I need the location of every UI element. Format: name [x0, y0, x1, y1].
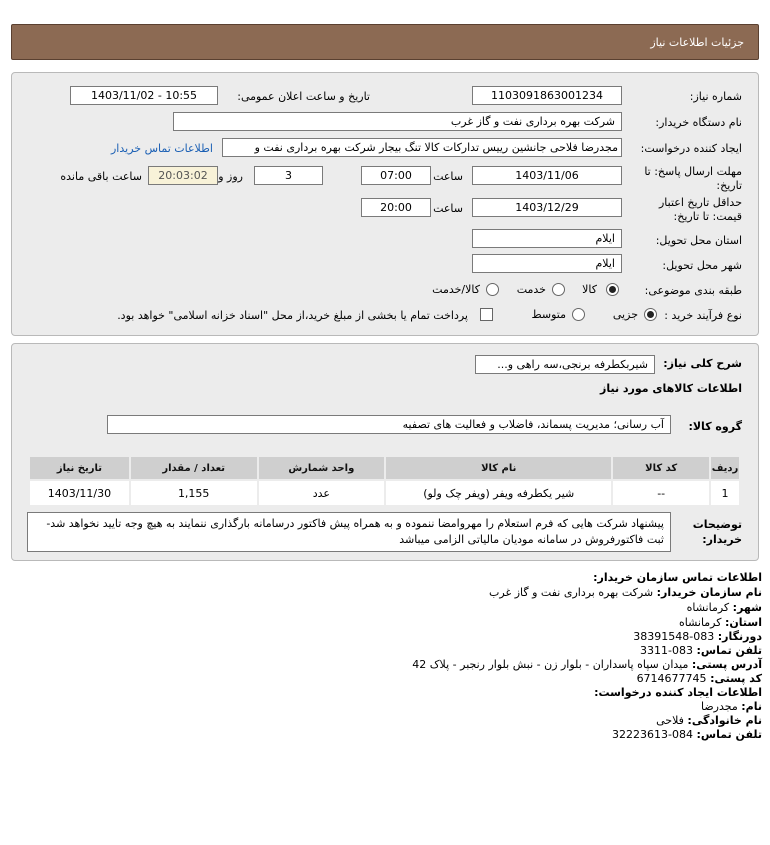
- creator-first-name-line: نام: مجدرضا: [700, 700, 762, 713]
- need-number-label: شماره نیاز:: [689, 90, 742, 103]
- process-medium-radio[interactable]: [572, 308, 585, 321]
- validity-label-date: قیمت: تا تاریخ:: [673, 210, 742, 223]
- buyer-notes-field: پیشنهاد شرکت هایی که فرم استعلام را مهروامضا ننموده و به همراه پیش فاکتور درسامانه بارگذاری ننمایند به هیچ وجه تایید نخواهد شد-ثبت فاکتورفروش در سامانه مودیان مالیاتی الزامی میباشد: [27, 512, 671, 552]
- col-code: کد کالا: [612, 456, 710, 480]
- goods-group-field[interactable]: آب رسانی؛ مدیریت پسماند، فاضلاب و فعالیت های تصفیه: [107, 415, 671, 434]
- deadline-time-field[interactable]: 07:00: [361, 166, 431, 185]
- goods-table: [28, 455, 741, 507]
- buyer-name-line: نام سازمان خریدار: شرکت بهره برداری نفت و گاز غرب: [489, 586, 762, 599]
- deadline-label: مهلت ارسال پاسخ: تا: [644, 165, 742, 178]
- col-row: ردیف: [710, 456, 740, 480]
- validity-time-label: ساعت: [433, 202, 463, 215]
- general-desc-label: شرح کلی نیاز:: [663, 357, 742, 370]
- creator-info-title: اطلاعات ایجاد کننده درخواست:: [594, 686, 762, 699]
- announce-datetime-field[interactable]: 1403/11/02 - 10:55: [70, 86, 218, 105]
- process-minor-radio[interactable]: [644, 308, 657, 321]
- cell-name: شیر یکطرفه ویفر (ویفر چک ولو): [385, 480, 612, 506]
- contact-postal-line: کد پستی: 6714677745: [636, 672, 762, 685]
- process-minor-label: جزیی: [612, 308, 638, 321]
- col-date: تاریخ نیاز: [29, 456, 130, 480]
- validity-date-field[interactable]: 1403/12/29: [472, 198, 622, 217]
- deadline-time-label: ساعت: [433, 170, 463, 183]
- deadline-label-date: تاریخ:: [716, 179, 742, 192]
- process-label: نوع فرآیند خرید :: [664, 309, 742, 322]
- col-name: نام کالا: [385, 456, 612, 480]
- org-contact-title: اطلاعات تماس سازمان خریدار:: [593, 571, 762, 584]
- creator-last-name-line: نام خانوادگی: فلاحی: [656, 714, 762, 727]
- category-goods-label: کالا: [582, 283, 597, 296]
- province-label: استان محل تحویل:: [655, 234, 742, 247]
- category-goods-service-radio[interactable]: [486, 283, 499, 296]
- days-remaining-field[interactable]: 3: [254, 166, 323, 185]
- contact-province-line: استان: کرمانشاه: [678, 616, 762, 629]
- city-label: شهر محل تحویل:: [662, 259, 742, 272]
- buyer-notes-label: توضیحات: [692, 518, 742, 531]
- requester-field[interactable]: مجدرضا فلاحی جانشین رییس تدارکات کالا تنگ بیجار شرکت بهره برداری نفت و: [222, 138, 622, 157]
- remaining-time-field: 20:03:02: [148, 166, 218, 185]
- buyer-contact-link[interactable]: اطلاعات تماس خریدار: [111, 142, 213, 155]
- contact-city-line: شهر: کرمانشاه: [686, 601, 762, 614]
- page-header: [11, 24, 759, 60]
- category-service-radio[interactable]: [552, 283, 565, 296]
- treasury-payment-note: پرداخت تمام یا بخشی از مبلغ خرید،از محل "اسناد خزانه اسلامی" خواهد بود.: [117, 309, 468, 322]
- cell-date: 1403/11/30: [29, 480, 130, 506]
- validity-time-field[interactable]: 20:00: [361, 198, 431, 217]
- category-service-label: خدمت: [516, 283, 546, 296]
- validity-label: حداقل تاریخ اعتبار: [658, 196, 742, 209]
- goods-group-label: گروه کالا:: [688, 420, 742, 433]
- category-goods-radio[interactable]: [606, 283, 619, 296]
- goods-info-title: اطلاعات کالاهای مورد نیاز: [600, 382, 742, 395]
- creator-phone-line: تلفن تماس: 084-32223613: [612, 728, 762, 741]
- general-desc-field[interactable]: شیربکطرفه برنجی،سه راهی و...: [475, 355, 655, 374]
- buyer-org-field[interactable]: شرکت بهره برداری نفت و گاز غرب: [173, 112, 622, 131]
- days-label: روز و: [218, 170, 243, 183]
- cell-qty: 1,155: [130, 480, 258, 506]
- contact-fax-line: دورنگار: 083-38391548: [633, 630, 762, 643]
- contact-phone-line: تلفن تماس: 083-3311: [640, 644, 762, 657]
- announce-label: تاریخ و ساعت اعلان عمومی:: [237, 90, 370, 103]
- table-header-row: [29, 456, 740, 480]
- category-label: طبقه بندی موضوعی:: [644, 284, 742, 297]
- contact-address-line: آدرس پستی: میدان سپاه پاسداران - بلوار زن - نبش بلوار رنجبر - پلاک 42: [412, 658, 762, 671]
- col-qty: تعداد / مقدار: [130, 456, 258, 480]
- requester-label: ایجاد کننده درخواست:: [640, 142, 742, 155]
- buyer-org-label: نام دستگاه خریدار:: [655, 116, 742, 129]
- process-medium-label: متوسط: [531, 308, 566, 321]
- cell-unit: عدد: [258, 480, 386, 506]
- province-field[interactable]: ایلام: [472, 229, 622, 248]
- treasury-payment-checkbox[interactable]: [480, 308, 493, 321]
- page-title: جزئیات اطلاعات نیاز: [650, 36, 744, 49]
- cell-row: 1: [710, 480, 740, 506]
- table-row[interactable]: [29, 480, 740, 506]
- cell-code: --: [612, 480, 710, 506]
- category-goods-service-label: کالا/خدمت: [432, 283, 480, 296]
- buyer-notes-label-2: خریدار:: [702, 533, 742, 546]
- need-number-field[interactable]: 1103091863001234: [472, 86, 622, 105]
- remaining-time-label: ساعت باقی مانده: [60, 170, 142, 183]
- col-unit: واحد شمارش: [258, 456, 386, 480]
- city-field[interactable]: ایلام: [472, 254, 622, 273]
- deadline-date-field[interactable]: 1403/11/06: [472, 166, 622, 185]
